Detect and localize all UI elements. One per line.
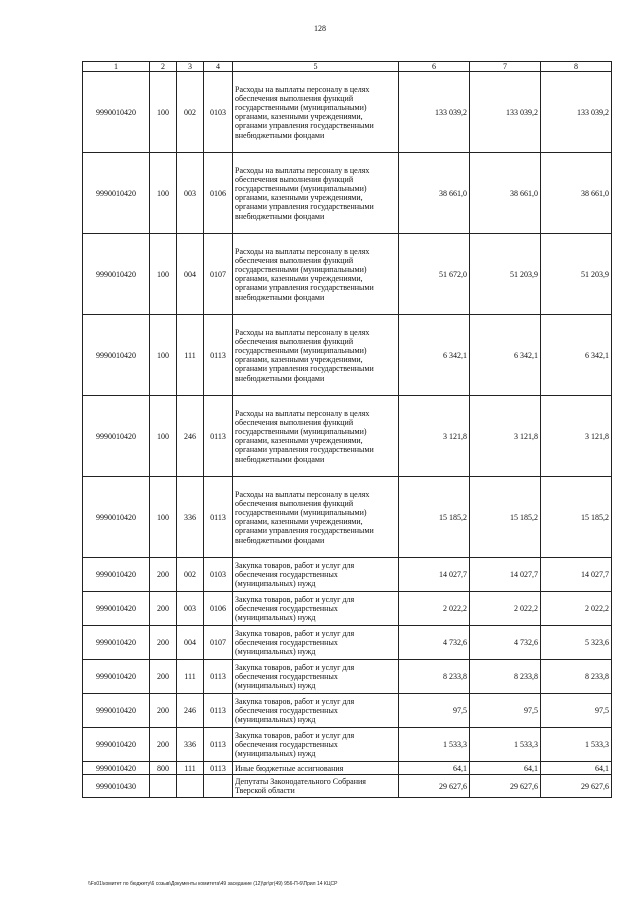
footer-file-path: \\Fs01\комитет по бюджету\6 созыв\Документы комитета\49 заседание (12)\pr\pr(49) 956-П-6\Прил 14 КЦСР [88,881,338,887]
amount-col8: 2 022,2 [541,592,612,626]
expense-type-code: 100 [150,153,177,234]
section-code: 0113 [204,762,233,775]
target-article-code: 9990010420 [83,592,150,626]
amount-col7: 29 627,6 [470,775,541,798]
row-description: Расходы на выплаты персоналу в целях обеспечения выполнения функций государственными (муниципальными) органами, казенными учреждениями, органами управления государственными внебюджетными фондами [233,477,399,558]
amount-col6: 38 661,0 [399,153,470,234]
row-description: Депутаты Законодательного Собрания Тверской области [233,775,399,798]
ministry-code: 246 [177,694,204,728]
amount-col8: 14 027,7 [541,558,612,592]
row-description: Закупка товаров, работ и услуг для обеспечения государственных (муниципальных) нужд [233,626,399,660]
ministry-code: 336 [177,477,204,558]
ministry-code: 003 [177,592,204,626]
row-description: Расходы на выплаты персоналу в целях обеспечения выполнения функций государственными (муниципальными) органами, казенными учреждениями, органами управления государственными внебюджетными фондами [233,315,399,396]
amount-col7: 3 121,8 [470,396,541,477]
amount-col7: 97,5 [470,694,541,728]
amount-col7: 64,1 [470,762,541,775]
ministry-code [177,775,204,798]
amount-col6: 29 627,6 [399,775,470,798]
section-code: 0103 [204,72,233,153]
ministry-code: 111 [177,660,204,694]
amount-col7: 133 039,2 [470,72,541,153]
amount-col6: 1 533,3 [399,728,470,762]
amount-col8: 133 039,2 [541,72,612,153]
target-article-code: 9990010420 [83,396,150,477]
amount-col6: 6 342,1 [399,315,470,396]
expense-type-code: 100 [150,315,177,396]
column-header: 7 [470,62,541,72]
ministry-code: 111 [177,762,204,775]
row-description: Закупка товаров, работ и услуг для обеспечения государственных (муниципальных) нужд [233,660,399,694]
ministry-code: 111 [177,315,204,396]
page-number: 128 [314,24,326,33]
expense-type-code: 100 [150,72,177,153]
amount-col7: 14 027,7 [470,558,541,592]
amount-col8: 51 203,9 [541,234,612,315]
amount-col8: 3 121,8 [541,396,612,477]
section-code: 0113 [204,728,233,762]
row-description: Закупка товаров, работ и услуг для обеспечения государственных (муниципальных) нужд [233,728,399,762]
amount-col6: 15 185,2 [399,477,470,558]
column-header: 3 [177,62,204,72]
section-code: 0113 [204,477,233,558]
expense-type-code: 200 [150,660,177,694]
column-header: 2 [150,62,177,72]
column-header: 5 [233,62,399,72]
amount-col8: 15 185,2 [541,477,612,558]
amount-col6: 133 039,2 [399,72,470,153]
column-header: 6 [399,62,470,72]
ministry-code: 003 [177,153,204,234]
column-header: 1 [83,62,150,72]
table-row [83,234,612,315]
target-article-code: 9990010420 [83,762,150,775]
amount-col6: 8 233,8 [399,660,470,694]
amount-col7: 2 022,2 [470,592,541,626]
amount-col8: 29 627,6 [541,775,612,798]
amount-col7: 8 233,8 [470,660,541,694]
table-header-row [83,62,612,72]
expense-type-code [150,775,177,798]
section-code: 0106 [204,592,233,626]
table-row [83,558,612,592]
row-description: Иные бюджетные ассигнования [233,762,399,775]
expense-type-code: 800 [150,762,177,775]
row-description: Закупка товаров, работ и услуг для обеспечения государственных (муниципальных) нужд [233,558,399,592]
expense-type-code: 200 [150,592,177,626]
amount-col6: 3 121,8 [399,396,470,477]
table-row [83,762,612,775]
amount-col6: 4 732,6 [399,626,470,660]
row-description: Расходы на выплаты персоналу в целях обеспечения выполнения функций государственными (муниципальными) органами, казенными учреждениями, органами управления государственными внебюджетными фондами [233,396,399,477]
table-row [83,694,612,728]
amount-col7: 6 342,1 [470,315,541,396]
target-article-code: 9990010430 [83,775,150,798]
ministry-code: 336 [177,728,204,762]
amount-col6: 64,1 [399,762,470,775]
column-header: 8 [541,62,612,72]
amount-col7: 4 732,6 [470,626,541,660]
column-header: 4 [204,62,233,72]
table-row [83,477,612,558]
amount-col7: 51 203,9 [470,234,541,315]
amount-col6: 2 022,2 [399,592,470,626]
target-article-code: 9990010420 [83,660,150,694]
expense-type-code: 200 [150,558,177,592]
section-code: 0113 [204,694,233,728]
amount-col7: 1 533,3 [470,728,541,762]
table-row [83,72,612,153]
section-code: 0103 [204,558,233,592]
target-article-code: 9990010420 [83,728,150,762]
row-description: Закупка товаров, работ и услуг для обеспечения государственных (муниципальных) нужд [233,592,399,626]
target-article-code: 9990010420 [83,477,150,558]
expense-type-code: 100 [150,234,177,315]
expense-type-code: 100 [150,477,177,558]
table-row [83,315,612,396]
target-article-code: 9990010420 [83,558,150,592]
amount-col8: 5 323,6 [541,626,612,660]
table-row [83,396,612,477]
table-row [83,153,612,234]
amount-col6: 14 027,7 [399,558,470,592]
target-article-code: 9990010420 [83,315,150,396]
section-code: 0106 [204,153,233,234]
amount-col8: 8 233,8 [541,660,612,694]
amount-col7: 38 661,0 [470,153,541,234]
table-row [83,775,612,798]
ministry-code: 002 [177,558,204,592]
section-code: 0107 [204,626,233,660]
amount-col8: 1 533,3 [541,728,612,762]
ministry-code: 004 [177,626,204,660]
expense-type-code: 200 [150,626,177,660]
target-article-code: 9990010420 [83,72,150,153]
target-article-code: 9990010420 [83,153,150,234]
amount-col8: 97,5 [541,694,612,728]
expense-type-code: 200 [150,728,177,762]
target-article-code: 9990010420 [83,626,150,660]
target-article-code: 9990010420 [83,694,150,728]
amount-col8: 64,1 [541,762,612,775]
section-code: 0107 [204,234,233,315]
table-row [83,592,612,626]
table-row [83,660,612,694]
table-row [83,626,612,660]
ministry-code: 004 [177,234,204,315]
ministry-code: 246 [177,396,204,477]
section-code: 0113 [204,396,233,477]
amount-col8: 6 342,1 [541,315,612,396]
ministry-code: 002 [177,72,204,153]
amount-col6: 51 672,0 [399,234,470,315]
amount-col6: 97,5 [399,694,470,728]
row-description: Расходы на выплаты персоналу в целях обеспечения выполнения функций государственными (муниципальными) органами, казенными учреждениями, органами управления государственными внебюджетными фондами [233,72,399,153]
row-description: Закупка товаров, работ и услуг для обеспечения государственных (муниципальных) нужд [233,694,399,728]
section-code [204,775,233,798]
budget-table [82,61,612,798]
row-description: Расходы на выплаты персоналу в целях обеспечения выполнения функций государственными (муниципальными) органами, казенными учреждениями, органами управления государственными внебюджетными фондами [233,153,399,234]
amount-col8: 38 661,0 [541,153,612,234]
amount-col7: 15 185,2 [470,477,541,558]
row-description: Расходы на выплаты персоналу в целях обеспечения выполнения функций государственными (муниципальными) органами, казенными учреждениями, органами управления государственными внебюджетными фондами [233,234,399,315]
section-code: 0113 [204,660,233,694]
section-code: 0113 [204,315,233,396]
expense-type-code: 100 [150,396,177,477]
target-article-code: 9990010420 [83,234,150,315]
expense-type-code: 200 [150,694,177,728]
table-row [83,728,612,762]
